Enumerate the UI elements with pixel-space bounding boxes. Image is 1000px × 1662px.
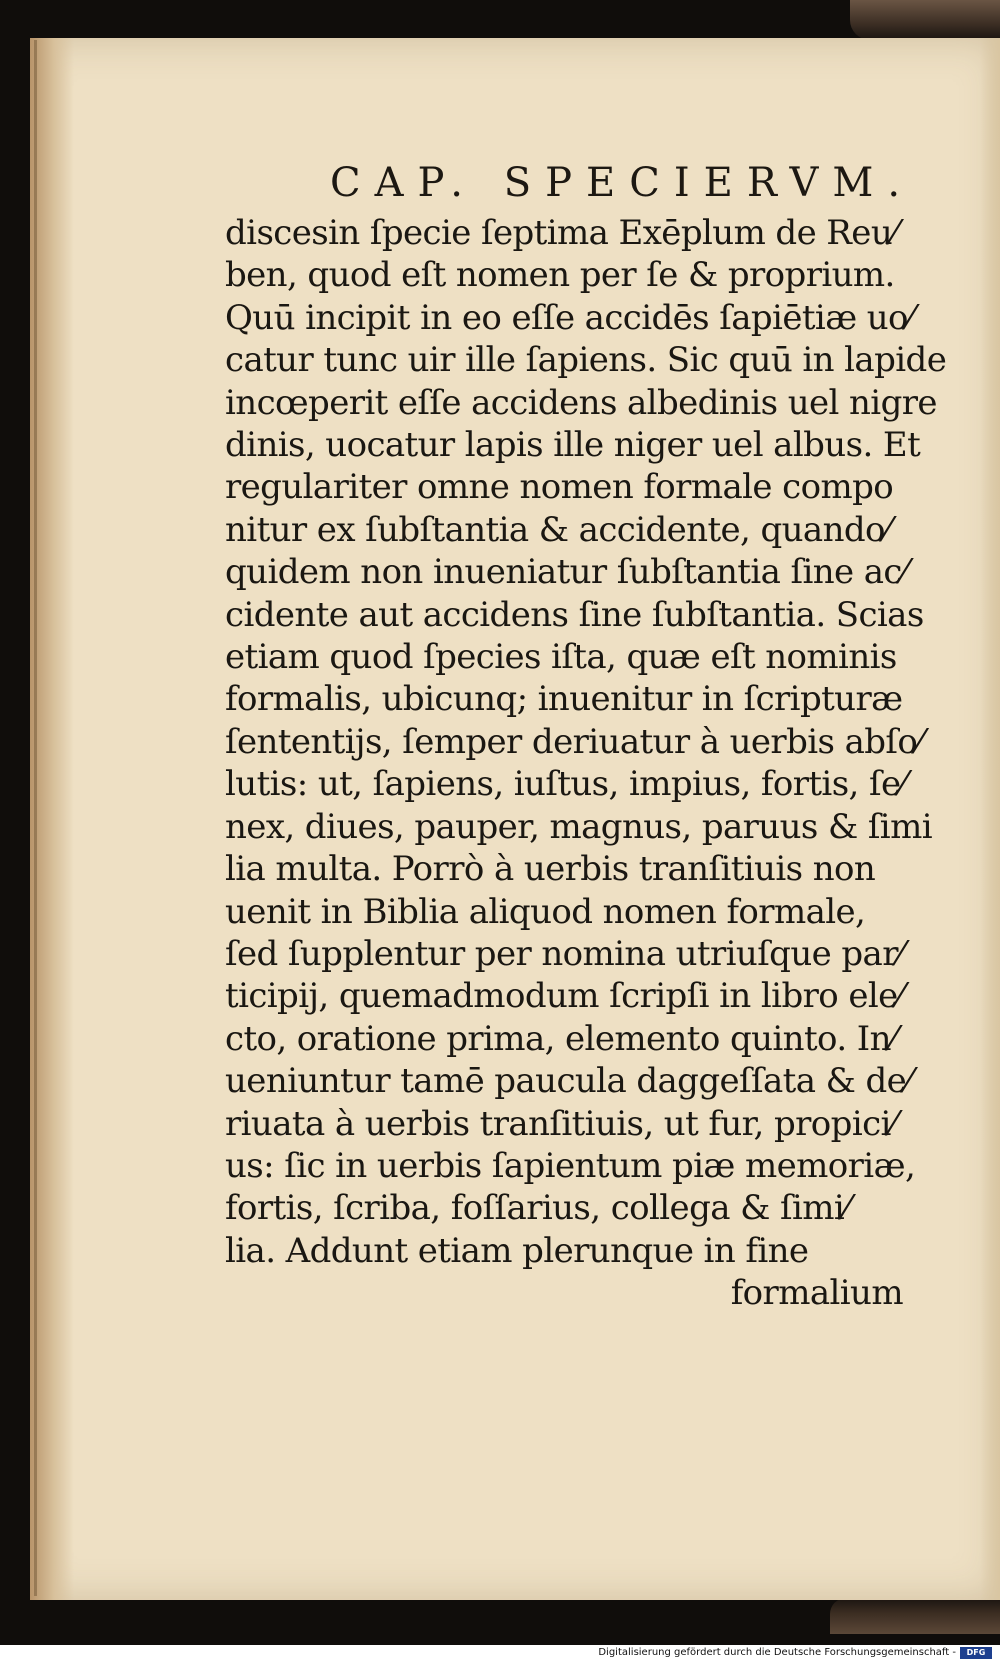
page-edge-shadow xyxy=(980,38,1000,1600)
text-line: lutis: ut, ſapiens, iuſtus, impius, fortis, ſe⁄ xyxy=(225,764,906,805)
running-head: CAP. SPECIERVM. xyxy=(330,160,915,206)
book-edge-bottom xyxy=(830,1598,1000,1634)
text-line: nitur ex ſubſtantia & accidente, quando⁄ xyxy=(225,509,890,550)
text-line: ſed ſupplentur per nomina utriuſque par⁄ xyxy=(225,933,903,974)
text-line: lia multa. Porrò à uerbis tranſitiuis non xyxy=(225,849,876,890)
text-line: fortis, ſcriba, foſſarius, collega & ſimi⁄ xyxy=(225,1188,850,1229)
page-gutter-line xyxy=(34,40,37,1596)
text-line: regulariter omne nomen formale compo xyxy=(225,467,894,508)
text-line: riuata à uerbis tranſitiuis, ut fur, propici⁄ xyxy=(225,1103,896,1144)
text-line: quidem non inueniatur ſubſtantia ſine ac⁄ xyxy=(225,552,907,593)
catchword: formalium xyxy=(730,1273,903,1314)
text-line: ueniuntur tamē paucula daggeſſata & de⁄ xyxy=(225,1061,912,1102)
text-line: us: ſic in uerbis ſapientum piæ memoriæ, xyxy=(225,1145,916,1186)
text-line: catur tunc uir ille ſapiens. Sic quū in lapide xyxy=(225,340,947,381)
text-line: nex, diues, pauper, magnus, paruus & ſimi xyxy=(225,806,932,847)
text-line: formalis, ubicunq; inuenitur in ſcripturæ xyxy=(225,679,903,720)
text-line: discesin ſpecie ſeptima Exēplum de Reu⁄ xyxy=(225,213,898,253)
text-line: etiam quod ſpecies iſta, quæ eſt nominis xyxy=(225,637,897,678)
text-line: dinis, uocatur lapis ille niger uel albus. Et xyxy=(225,425,921,466)
text-line: uenit in Biblia aliquod nomen formale, xyxy=(225,891,866,932)
text-line: ſententijs, ſemper deriuatur à uerbis abſo⁄ xyxy=(225,721,923,762)
text-line: incœperit eſſe accidens albedinis uel nigre xyxy=(225,382,937,423)
dfg-logo: DFG xyxy=(960,1647,992,1659)
text-line: cidente aut accidens ſine ſubſtantia. Scias xyxy=(225,594,924,635)
text-line: cto, oratione prima, elemento quinto. In⁄ xyxy=(225,1018,896,1059)
funding-notice: Digitalisierung gefördert durch die Deutsche Forschungsgemeinschaft - xyxy=(598,1647,956,1658)
text-block xyxy=(225,212,945,1315)
text-line: lia. Addunt etiam plerunque in fine xyxy=(225,1230,809,1271)
text-line: ticipij, quemadmodum ſcripſi in libro ele⁄ xyxy=(225,976,903,1017)
text-line: Quū incipit in eo eſſe accidēs ſapiētiæ uo⁄ xyxy=(225,297,914,338)
text-line: ben, quod eſt nomen per ſe & proprium. xyxy=(225,255,895,296)
book-edge-top xyxy=(850,0,1000,40)
